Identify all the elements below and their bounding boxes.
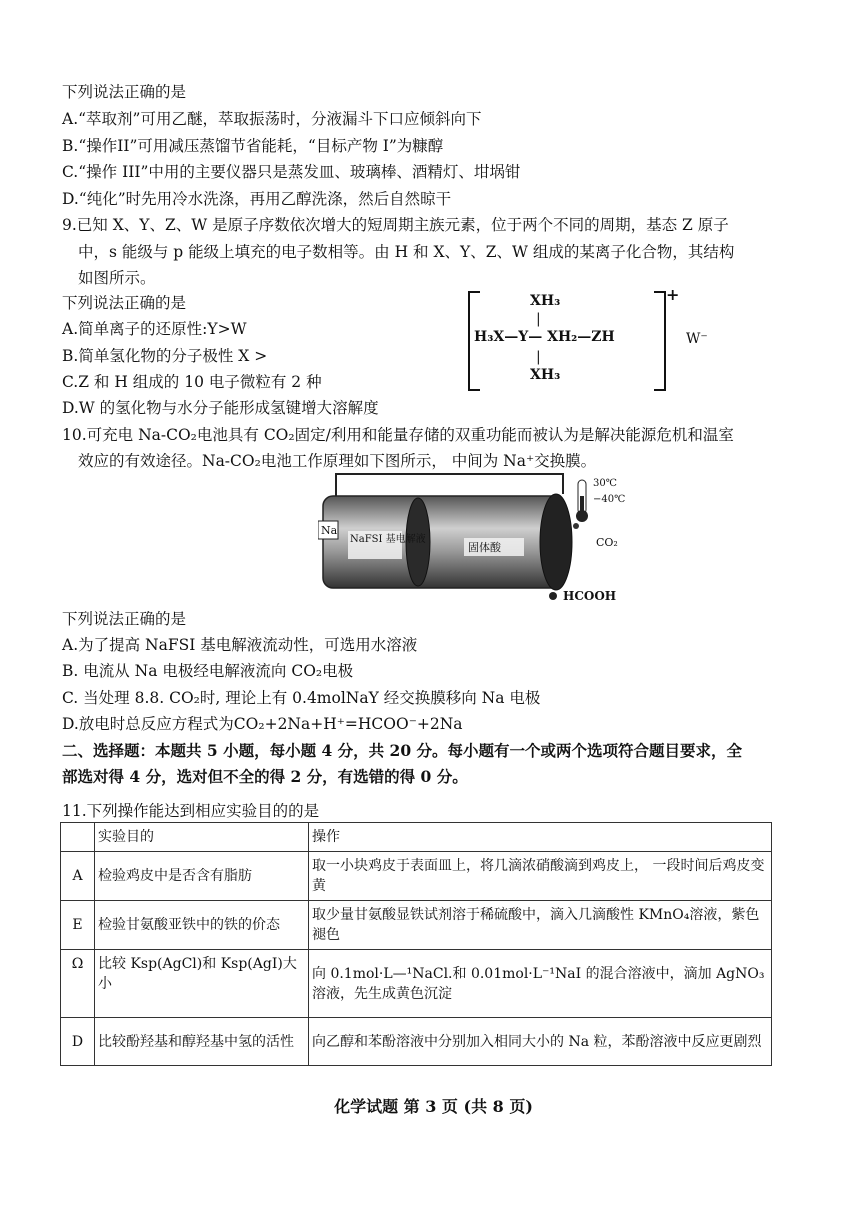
ionic-structure xyxy=(468,285,728,389)
q9-option-b: B.简单氢化物的分子极性 X > xyxy=(62,347,268,365)
external-wire xyxy=(336,474,563,498)
right-bracket xyxy=(654,291,666,391)
label-temp-low: −40℃ xyxy=(593,494,626,505)
structure-charge: + xyxy=(666,285,680,304)
q10-option-a: A.为了提高 NaFSI 基电解液流动性，可选用水溶液 xyxy=(62,636,418,654)
co2-electrode xyxy=(540,494,572,590)
table-row xyxy=(61,901,772,950)
label-solid-acid: 固体酸 xyxy=(468,541,501,554)
table-row xyxy=(61,1018,772,1066)
structure-bond-top: | xyxy=(536,311,541,327)
q9-stem-1: 9.已知 X、Y、Z、W 是原子序数依次增大的短周期主族元素，位于两个不同的周期，基态 Z 原子 xyxy=(62,216,729,234)
row-purpose: 比较 Ksp(AgCl)和 Ksp(AgI)大小 xyxy=(95,950,309,1018)
table-header-cell: 操作 xyxy=(309,823,772,852)
q8-option-a: A.“萃取剂”可用乙醚，萃取振荡时，分液漏斗下口应倾斜向下 xyxy=(62,110,482,128)
q10-stem-1: 10.可充电 Na-CO₂电池具有 CO₂固定/利用和能量存储的双重功能而被认为是解决能源危机和温室 xyxy=(62,426,734,444)
structure-bottom: XH₃ xyxy=(530,367,561,383)
structure-bond-bottom: | xyxy=(536,349,541,365)
q11-table xyxy=(60,822,772,1066)
page-footer: 化学试题 第 3 页 (共 8 页) xyxy=(334,1097,533,1116)
q8-intro: 下列说法正确的是 xyxy=(62,83,187,101)
hcooh-drop-icon xyxy=(549,592,557,600)
row-label: E xyxy=(61,901,95,950)
q9-stem-3: 如图所示。 xyxy=(78,269,156,287)
row-label: D xyxy=(61,1018,95,1066)
table-row xyxy=(61,852,772,901)
structure-chain: H₃X—Y— XH₂—ZH xyxy=(474,329,615,345)
section2-line-2: 部选对得 4 分，选对但不全的得 2 分，有选错的得 0 分。 xyxy=(62,767,468,786)
row-operation: 取一小块鸡皮于表面皿上，将几滴浓硝酸滴到鸡皮上， 一段时间后鸡皮变黄 xyxy=(309,852,772,901)
table-header-cell: 实验目的 xyxy=(95,823,309,852)
q11-stem: 11.下列操作能达到相应实验目的的是 xyxy=(62,802,320,820)
battery-diagram xyxy=(318,466,668,606)
table-row xyxy=(61,950,772,1018)
row-purpose: 检验甘氨酸亚铁中的铁的价态 xyxy=(95,901,309,950)
q10-option-d: D.放电时总反应方程式为CO₂+2Na+H⁺=HCOO⁻+2Na xyxy=(62,715,463,733)
label-temp-high: 30℃ xyxy=(593,478,617,489)
row-purpose: 检验鸡皮中是否含有脂肪 xyxy=(95,852,309,901)
section2-line-1: 二、选择题：本题共 5 小题，每小题 4 分，共 20 分。每小题有一个或两个选项符合题目要求，全 xyxy=(62,741,743,760)
q9-intro: 下列说法正确的是 xyxy=(62,294,187,312)
q9-option-d: D.W 的氢化物与水分子能形成氢键增大溶解度 xyxy=(62,399,379,417)
structure-top: XH₃ xyxy=(530,293,561,309)
q10-option-c: C. 当处理 8.8. CO₂时, 理论上有 0.4molNaY 经交换膜移向 Na 电极 xyxy=(62,689,541,707)
q9-stem-2: 中，s 能级与 p 能级上填充的电子数相等。由 H 和 X、Y、Z、W 组成的某离子化合物，其结构 xyxy=(78,243,735,261)
q10-intro: 下列说法正确的是 xyxy=(62,610,187,628)
label-electrolyte: NaFSI 基电解液 xyxy=(350,534,426,545)
label-hcooh: HCOOH xyxy=(563,589,617,603)
label-co2: CO₂ xyxy=(596,536,618,549)
thermometer-column xyxy=(580,496,584,516)
row-operation: 向 0.1mol·L—¹NaCl.和 0.01mol·L⁻¹NaI 的混合溶液中，滴加 AgNO₃溶液，先生成黄色沉淀 xyxy=(309,950,772,1018)
q10-stem-2: 效应的有效途径。Na-CO₂电池工作原理如下图所示， 中间为 Na⁺交换膜。 xyxy=(78,452,597,470)
structure-anion: W⁻ xyxy=(686,331,708,347)
q8-option-c: C.“操作 III”中用的主要仪器只是蒸发皿、玻璃棒、酒精灯、坩埚钳 xyxy=(62,163,521,181)
row-label: Ω xyxy=(61,950,95,1018)
q10-option-b: B. 电流从 Na 电极经电解液流向 CO₂电极 xyxy=(62,662,354,680)
label-na: Na xyxy=(321,524,338,537)
q8-option-b: B.“操作II”可用减压蒸馏节省能耗，“目标产物 I”为糠醇 xyxy=(62,137,444,155)
row-operation: 取少量甘氨酸显铁试剂溶于稀硫酸中，滴入几滴酸性 KMnO₄溶液，紫色褪色 xyxy=(309,901,772,950)
row-operation: 向乙醇和苯酚溶液中分别加入相同大小的 Na 粒，苯酚溶液中反应更剧烈 xyxy=(309,1018,772,1066)
table-header-row xyxy=(61,823,772,852)
q8-option-d: D.“纯化”时先用冷水洗涤，再用乙醇洗涤，然后自然晾干 xyxy=(62,190,452,208)
row-purpose: 比较酚羟基和醇羟基中氢的活性 xyxy=(95,1018,309,1066)
co2-bubble-icon xyxy=(573,523,579,529)
q9-option-a: A.简单离子的还原性:Y>W xyxy=(62,320,247,338)
table-header-cell xyxy=(61,823,95,852)
q9-option-c: C.Z 和 H 组成的 10 电子微粒有 2 种 xyxy=(62,373,322,391)
row-label: A xyxy=(61,852,95,901)
